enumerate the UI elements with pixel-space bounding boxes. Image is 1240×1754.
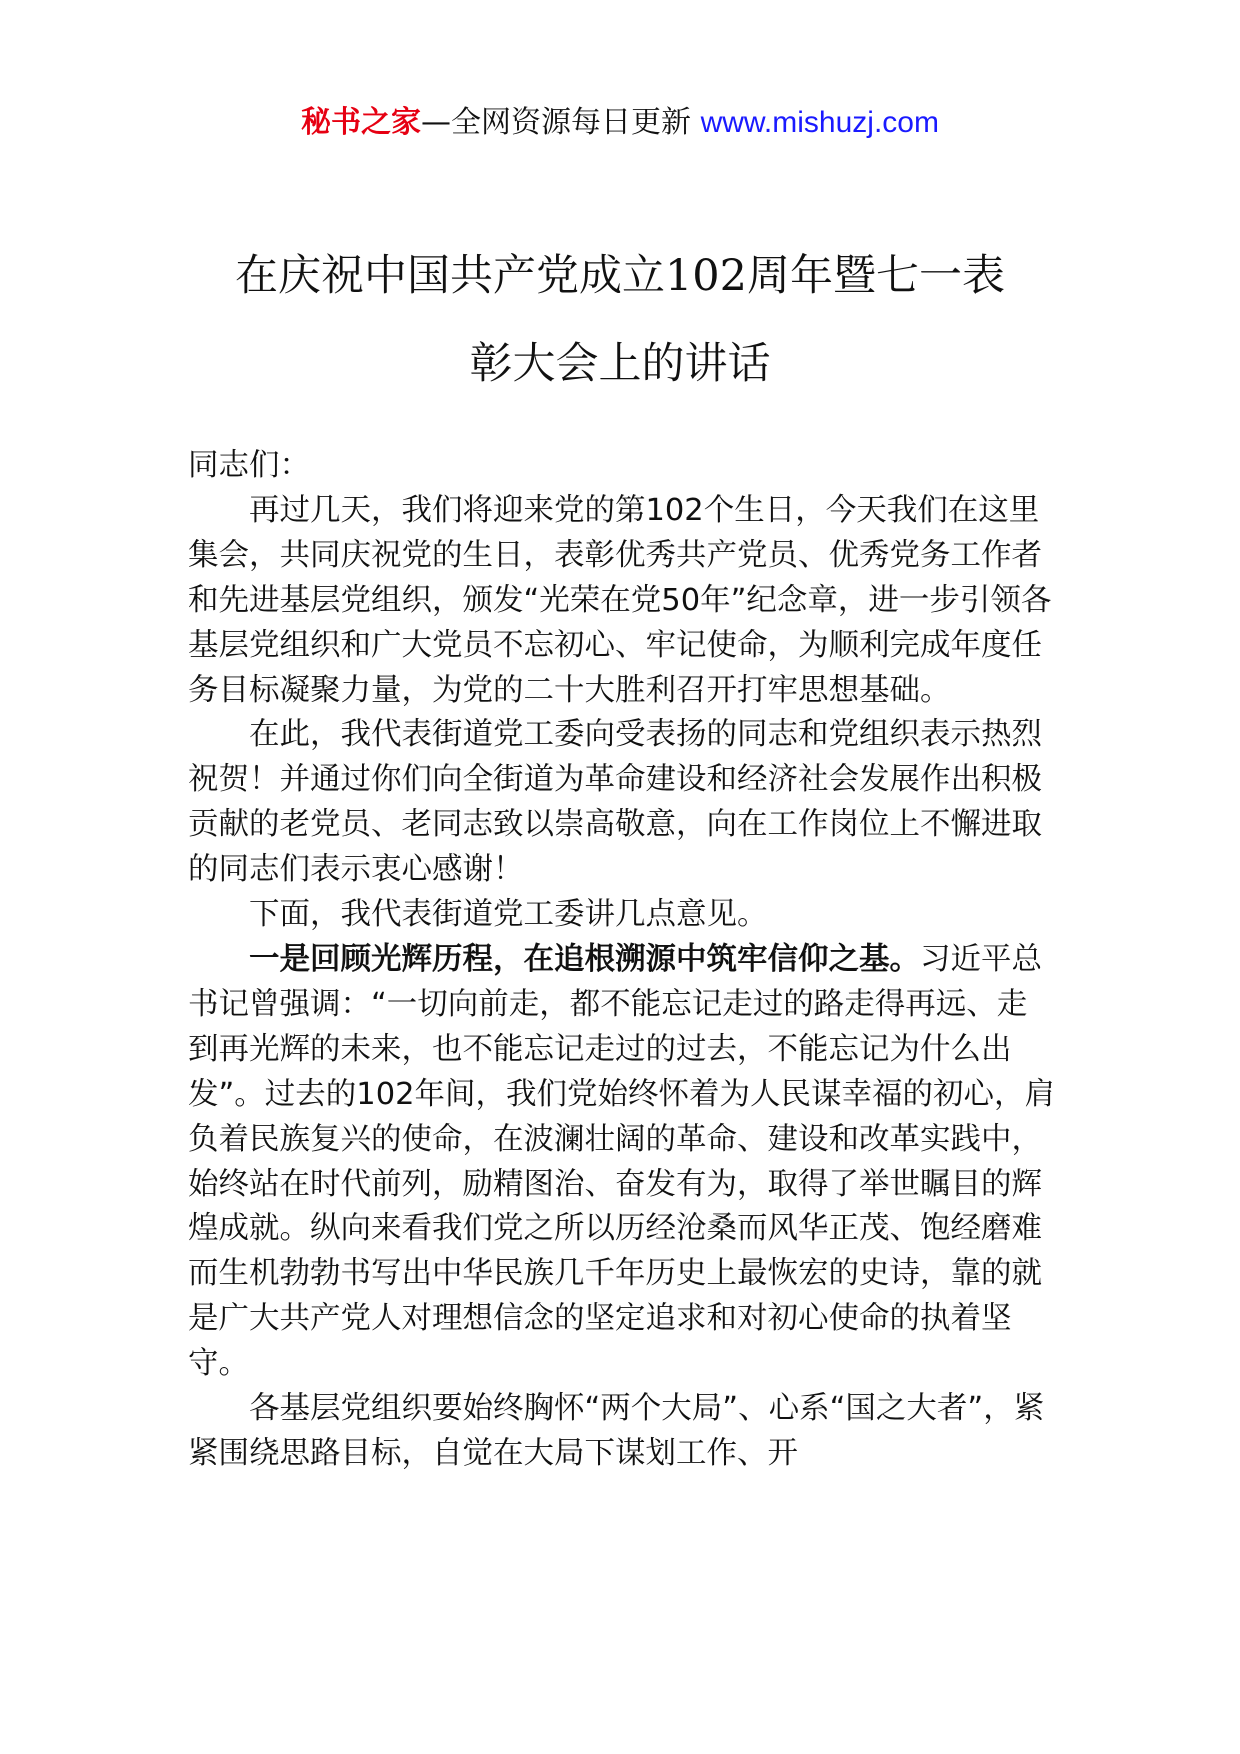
paragraph-2: 在此，我代表街道党工委向受表扬的同志和党组织表示热烈祝贺！并通过你们向全街道为革命建设和经济社会发展作出积极贡献的老党员、老同志致以崇高敬意，向在工作岗位上不懈进取的同志们表示衷心感谢！ [188,717,1042,888]
site-tagline: —全网资源每日更新 [421,105,701,140]
document-body [188,444,1056,1477]
document-title [190,232,1050,408]
paragraph-final: 各基层党组织要始终胸怀“两个大局”、心系“国之大者”，紧紧围绕思路目标，自觉在大局下谋划工作、开 [188,1391,1045,1471]
section-1-text: 习近平总书记曾强调：“一切向前走，都不能忘记走过的路走得再远、走到再光辉的未来，也不能忘记走过的过去，不能忘记为什么出发”。过去的102年间，我们党始终怀着为人民谋幸福的初心，肩负着民族复兴的使命，在波澜壮阔的革命、建设和改革实践中，始终站在时代前列，励精图治、奋发有为，取得了举世瞩目的辉煌成就。纵向来看我们党之所以历经沧桑而风华正茂、饱经磨难而生机勃勃书写出中华民族几千年历史上最恢宏的史诗，靠的就是广大共产党人对理想信念的坚定追求和对初心使命的执着坚守。 [188,941,1056,1382]
paragraph-3: 下面，我代表街道党工委讲几点意见。 [249,897,768,933]
salutation: 同志们： [188,448,310,483]
site-brand: 秘书之家 [301,105,422,140]
title-line-2: 彰大会上的讲话 [469,339,771,389]
paragraph-1: 再过几天，我们将迎来党的第102个生日，今天我们在这里集会，共同庆祝党的生日，表彰优秀共产党员、优秀党务工作者和先进基层党组织，颁发“光荣在党50年”纪念章，进一步引领各基层党组织和广大党员不忘初心、牢记使命，为顺利完成年度任务目标凝聚力量，为党的二十大胜利召开打牢思想基础。 [188,492,1052,708]
site-url-link[interactable]: www.mishuzj.com [700,106,939,139]
title-line-1: 在庆祝中国共产党成立102周年暨七一表 [234,251,1006,301]
section-1-lead: 一是回顾光辉历程，在追根溯源中筑牢信仰之基。 [249,941,920,977]
section-1-paragraph [188,938,1056,1387]
site-header [0,100,1240,146]
